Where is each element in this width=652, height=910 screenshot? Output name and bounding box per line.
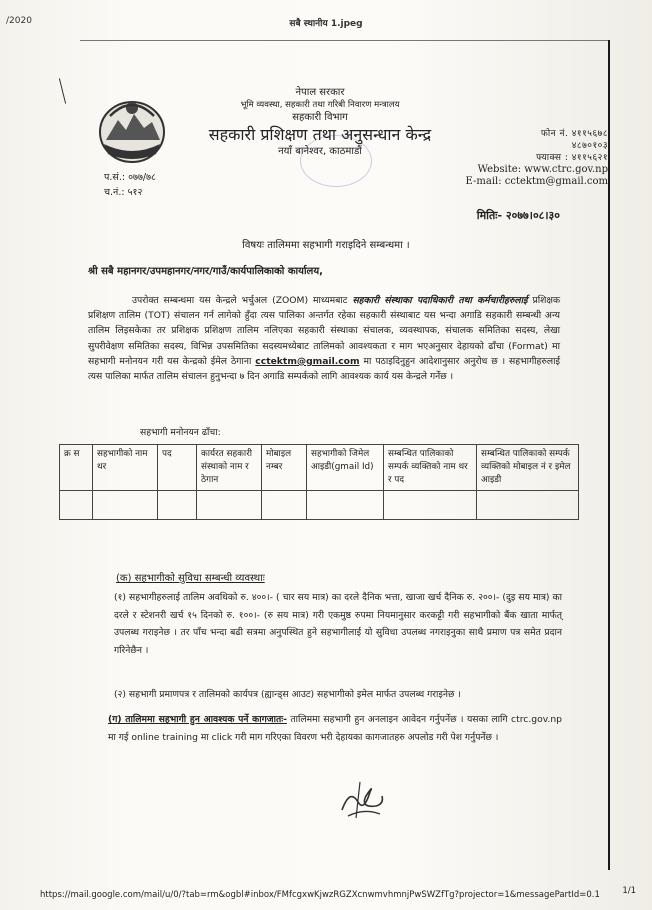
body-part-4: मा पठाइदिनुहुन आदेशानुसार अनुरोध छ । सहभागीहरुलाई त्यस पालिका मार्फत तालिम संचालन हुनुभन्दा ७ दिन अगाडि सम्पर्कको लागि आवश्यक कार्य यस केन्द्रले गर्नेछ । — [88, 355, 560, 383]
col-position: पद — [158, 445, 197, 491]
table-row — [60, 491, 579, 520]
addressee: श्री सबै महानगर/उपमहानगर/नगर/गाउँ/कार्यपालिकाको कार्यालय, — [88, 266, 323, 277]
browser-url[interactable]: https://mail.google.com/mail/u/0/?tab=rm&ogbl#inbox/FMfcgxwKjwzRGZXcnwmvhmnjPwSWZfTg?projector=1&messagePartId=0.1 — [40, 890, 600, 900]
facility-heading: (क) सहभागीको सुविधा सम्बन्धी व्यवस्थाः — [116, 573, 265, 584]
reference-numbers — [104, 170, 156, 200]
government-name: नेपाल सरकार — [295, 87, 345, 98]
phone-number: फोन नं. ४११५६७८ — [540, 129, 608, 139]
center-name: सहकारी प्रशिक्षण तथा अनुसन्धान केन्द्र — [208, 125, 432, 144]
body-part-3: प्रशिक्षक प्रशिक्षण तालिम (TOT) संचालन गर्न लागेको हुँदा त्यस पालिका अन्तर्गत रहेका सहकारी संस्थाबाट यस भन्दा अगाडि सहकारी सम्बन्धी अन्य तालिम लिइसकेका तर प्रशिक्षक प्रशिक्षण तालिम नलिएका सहकारी संस्थाका संचालक, व्यवस्थापक, संचालक समितिका सदस्य, लेखा सुपरीवेक्षण समितिका सदस्य, विभिन्न उपसमितिका सदस्यमध्येबाट तालिमको आवश्यकता र माग भएअनुसार देहायको ढाँचा (Format) मा सहभागी मनोनयन गरी यस केन्द्रको ईमेल ठेगाना — [88, 295, 561, 367]
center-address: नयाँ बानेश्वर, काठमाडौं — [278, 146, 362, 157]
nomination-table — [59, 444, 579, 520]
facility-item-2: (२) सहभागी प्रमाणपत्र र तालिमको कार्यपत्र (ह्यान्ड्स आउट) सहभागीको इमेल मार्फत उपलब्ध गराइनेछ । — [114, 689, 461, 700]
col-organization: कार्यरत सहकारी संस्थाको नाम र ठेगान — [197, 445, 262, 491]
contact-block — [466, 128, 608, 188]
documents-section — [108, 711, 562, 746]
col-contact-mobile-email: सम्बन्धित पालिकाको सम्पर्क व्यक्तिको मोबाइल नं र इमेल आइडी — [477, 445, 579, 491]
browser-date: /2020 — [6, 16, 32, 26]
email: E-mail: cctektm@gmail.com — [465, 176, 608, 187]
pen-mark — [59, 78, 66, 103]
nepal-emblem-icon — [96, 96, 168, 166]
documents-text: तालिममा सहभागी हुन अनलाइन आवेदन गर्नुपर्नेछ । यसका लागि ctrc.gov.np मा गई online training मा click गरी माग गरिएका विवरण भरी देहायका कागजातहरु अपलोड गरी पेश गर्नुपर्नेछ । — [108, 714, 562, 743]
letter-date: मितिः- २०७७।०८।३० — [476, 209, 560, 222]
body-paragraph — [88, 293, 560, 384]
browser-title: सबै स्थानीय 1.jpeg — [289, 19, 363, 29]
subject-line: विषयः तालिममा सहभागी गराइदिने सम्बन्धमा । — [242, 240, 410, 251]
col-serial: क्र स — [60, 445, 93, 491]
phone-number-2: ४८७०१०३ — [571, 141, 608, 151]
documents-heading: (ग) तालिममा सहभागी हुन आवश्यक पर्ने कागजातः- — [108, 714, 287, 725]
page-right-border — [608, 40, 610, 870]
department-name: सहकारी विभाग — [292, 112, 348, 123]
page-number: 1/1 — [622, 886, 636, 896]
ministry-name: भूमि व्यवस्था, सहकारी तथा गरिबी निवारण मन्त्रालय — [240, 100, 400, 110]
page-top-border — [80, 40, 610, 41]
fax-number: फ्याक्स : ४११५६२१ — [536, 153, 608, 163]
facility-item-1: (१) सहभागीहरुलाई तालिम अवधिको रु. ४००।- ( चार सय मात्र) का दरले दैनिक भत्ता, खाजा खर्च दैनिक रु. २००।- (दुइ सय मात्र) का दरले र स्टेशनरी खर्च १५ दिनको रु. १००।- (रु सय मात्र) गरी एकमुष्ठ रुपमा नियमानुसार करकट्टी गरी सहभागीको बैंक खाता मार्फत् उपलब्ध गराइनेछ । तर पाँच भन्दा बढी सत्रमा अनुपस्थित हुने सहभागीलाई यो सुविधा उपलब्ध नगराइनुका साथै प्रमाण पत्र समेत प्रदान गरिनेछैन । — [114, 592, 562, 656]
col-contact-person: सम्बन्धित पालिकाको सम्पर्क व्यक्तिको नाम थर र पद — [384, 445, 477, 491]
signature — [336, 780, 388, 822]
col-gmail: सहभागीको जिमेल आइडी(gmail Id) — [307, 445, 384, 491]
body-email-link[interactable]: cctektm@gmail.com — [255, 355, 360, 367]
dispatch-number: च.नं.: ५१२ — [104, 187, 143, 198]
col-mobile: मोबाइल नम्बर — [262, 445, 307, 491]
table-header-row — [60, 445, 579, 491]
faint-stamp — [300, 135, 372, 187]
body-emphasis: सहकारी संस्थाका पदाधिकारी तथा कर्मचारीहरुलाई — [352, 295, 528, 306]
col-participant-name: सहभागीको नाम थर — [93, 445, 158, 491]
nomination-label: सहभागी मनोनयन ढाँचा: — [140, 427, 221, 438]
body-part-1: उपरोक्त सम्बन्धमा यस केन्द्रले भर्चुअल (ZOOM) माध्यमबाट — [132, 295, 353, 306]
letter-number: प.सं.: ०७७/७८ — [104, 172, 156, 183]
website: Website: www.ctrc.gov.np — [477, 164, 608, 175]
